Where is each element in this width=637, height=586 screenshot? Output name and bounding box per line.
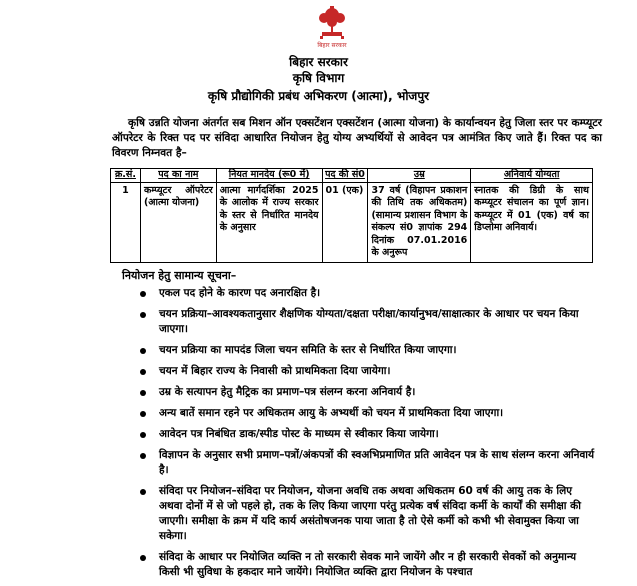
cell-post-count: 01 (एक) — [322, 182, 368, 262]
col-header-age: उम्र — [368, 169, 471, 183]
cell-serial: 1 — [111, 182, 141, 262]
col-header-honorarium: नियत मानदेय (रू0 में) — [216, 169, 322, 183]
emblem-caption: बिहार सरकार — [317, 42, 347, 49]
list-item: संविदा के आधार पर नियोजित व्यक्ति न तो सरकारी सेवक माने जायेंगे और न ही सरकारी सेवकों को अनुमान्य किसी भी सुविधा के हकदार माने जायेंगे। नियोजित व्यक्ति द्वारा नियोजन के पश्चात — [140, 550, 595, 580]
cell-honorarium: आत्मा मार्गदर्शिका 2025 के आलोक में राज्य सरकार के स्तर से निर्धारित मानदेय के अनुसार — [216, 182, 322, 262]
list-item: अन्य बातें समान रहने पर अधिकतम आयु के अभ्यर्थी को चयन में प्राथमिकता दिया जाएगा। — [140, 406, 595, 421]
bodhi-tree-emblem-icon — [304, 4, 360, 50]
col-header-qualification: अनिवार्य योग्यता — [471, 169, 593, 183]
rules-list — [140, 286, 595, 586]
bullet-icon — [140, 432, 146, 438]
bullet-icon — [140, 453, 146, 459]
bullet-icon — [140, 411, 146, 417]
list-item: संविदा पर नियोजन–संविदा पर नियोजन, योजना अवधि तक अथवा अधिकतम 60 वर्ष की आयु तक के लिए अथवा दोनों में से जो पहले हो, तक के लिए किया जाएगा परंतु प्रत्येक वर्ष संविदा कर्मी के कार्यों की समीक्षा की जाएगी। समीक्षा के क्रम में यदि कार्य असंतोषजनक पाया जाता है तो ऐसे कर्मी को कभी भी सेवामुक्त किया जा सकेगा। — [140, 484, 595, 544]
intro-text: कृषि उन्नति योजना अंतर्गत सब मिशन ऑन एक्सटेंशन एक्सटेंशन (आत्मा योजना) के कार्यान्वयन हेतु जिला स्तर पर कम्प्यूटर ऑपरेटर के रिक्त पद पर संविदा आधारित नियोजन हेतु योग्य अभ्यर्थियों से आवेदन पत्र आमंत्रित किए जाते हैं। रिक्त पद का विवरण निम्नवत है– — [112, 117, 602, 159]
bullet-icon — [140, 348, 146, 354]
header-line-3: कृषि प्रौद्योगिकी प्रबंध अभिकरण (आत्मा), भोजपुर — [207, 89, 430, 103]
bullet-icon — [140, 555, 146, 561]
notice-title: नियोजन हेतु सामान्य सूचना– — [122, 269, 237, 282]
list-item: चयन प्रक्रिया का मापदंड जिला चयन समिति के स्तर से निर्धारित किया जाएगा। — [140, 343, 595, 358]
table-row — [111, 182, 593, 262]
list-item: चयन प्रक्रिया–आवश्यकतानुसार शैक्षणिक योग्यता/दक्षता परीक्षा/कार्यानुभव/साक्षात्कार के आधार पर चयन किया जाएगा। — [140, 307, 595, 337]
bullet-icon — [140, 369, 146, 375]
bullet-icon — [140, 312, 146, 318]
list-item: एकल पद होने के कारण पद अनारक्षित है। — [140, 286, 595, 301]
list-item: विज्ञापन के अनुसार सभी प्रमाण–पत्रों/अंकपत्रों की स्वअभिप्रमाणित प्रति आवेदन पत्र के साथ संलग्न करना अनिवार्य है। — [140, 448, 595, 478]
list-item: उम्र के सत्यापन हेतु मैट्रिक का प्रमाण–पत्र संलग्न करना अनिवार्य है। — [140, 385, 595, 400]
header-line-2: कृषि विभाग — [292, 71, 345, 85]
col-header-post-name: पद का नाम — [140, 169, 216, 183]
header-line-1: बिहार सरकार — [289, 55, 348, 69]
table-header-row — [111, 169, 593, 183]
cell-qualification: स्नातक की डिग्री के साथ कम्प्यूटर संचालन का पूर्ण ज्ञान। कम्प्यूटर में 01 (एक) वर्ष का डिप्लोमा अनिवार्य। — [471, 182, 593, 262]
list-item: चयन में बिहार राज्य के निवासी को प्राथमिकता दिया जायेगा। — [140, 364, 595, 379]
bullet-icon — [140, 489, 146, 495]
cell-age: 37 वर्ष (विहापन प्रकाशन की तिथि तक अधिकतम) (सामान्य प्रशासन विभाग के संकल्प सं0 ज्ञापांक 294 दिनांक 07.01.2016 के अनुरूप — [368, 182, 471, 262]
intro-paragraph — [112, 116, 602, 161]
bihar-emblem — [304, 4, 360, 50]
cell-post-name: कम्प्यूटर ऑपरेटर (आत्मा योजना) — [140, 182, 216, 262]
col-header-serial: क्र.सं. — [111, 169, 141, 183]
vacancy-table — [110, 168, 593, 263]
bullet-icon — [140, 390, 146, 396]
bullet-icon — [140, 291, 146, 297]
col-header-post-count: पद की सं0 — [322, 169, 368, 183]
list-item: आवेदन पत्र निबंधित डाक/स्पीड पोस्ट के माध्यम से स्वीकार किया जायेगा। — [140, 427, 595, 442]
